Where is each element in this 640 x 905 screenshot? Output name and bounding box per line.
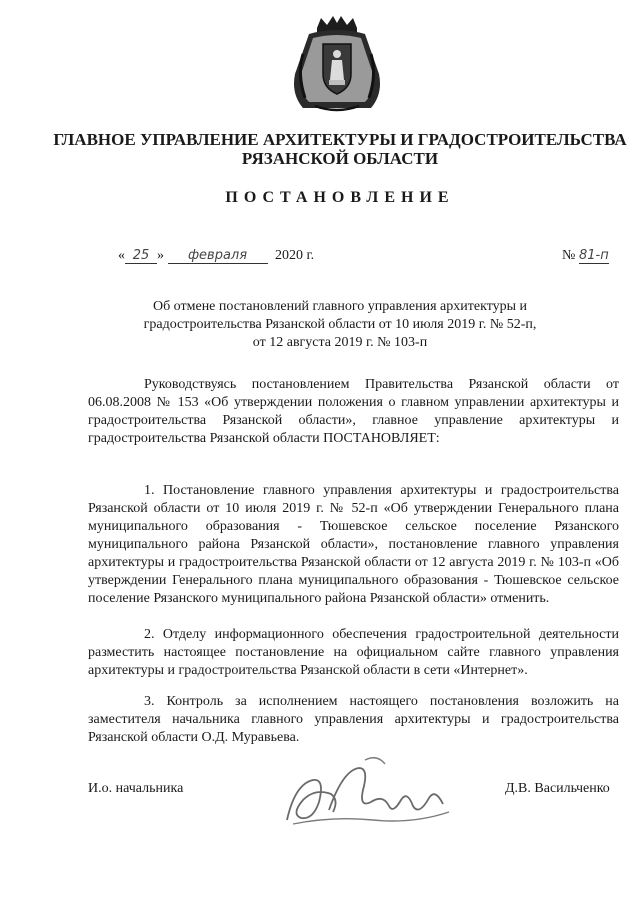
signatory-position: И.о. начальника — [88, 781, 184, 796]
document-subject — [80, 298, 600, 352]
date-day-handwritten: 25 — [125, 248, 157, 264]
clause-1-paragraph: 1. Постановление главного управления архитектуры и градостроительства Рязанской области от 10 июля 2019 г. № 52-п «Об утверждении Генерального плана муниципального образования - Тюшевское сельское поселение Рязанского муниципального района Рязанской области», постановление главного управления архитектуры и градостроительства Рязанской области от 12 августа 2019 г. № 103-п «Об утверждении Генерального плана муниципального образования - Тюшевское сельское поселение Рязанского муниципального района Рязанской области» отменить. — [88, 483, 619, 606]
clause-3-paragraph: 3. Контроль за исполнением настоящего постановления возложить на заместителя начальника главного управления архитектуры и градостроительства Рязанской области О.Д. Муравьева. — [88, 694, 619, 745]
subject-line-1: Об отмене постановлений главного управления архитектуры и — [152, 299, 528, 314]
organization-title-line2: РЯЗАНСКОЙ ОБЛАСТИ — [241, 149, 439, 168]
date-month-handwritten: февраля — [168, 248, 268, 264]
document-number — [562, 248, 609, 264]
preamble-paragraph: Руководствуясь постановлением Правительства Рязанской области от 06.08.2008 № 153 «Об утверждении положения о главном управлении архитектуры и градостроительства Рязанской области», главное управление архитектуры и градостроительства Рязанской области ПОСТАНОВЛЯЕТ: — [88, 377, 619, 446]
date-year: 2020 г. — [275, 248, 315, 263]
number-handwritten: 81-п — [578, 248, 609, 263]
clause-2-paragraph: 2. Отделу информационного обеспечения градостроительной деятельности разместить настоящее постановление на официальном сайте главного управления архитектуры и градостроительства Рязанской области в сети «Интернет». — [88, 627, 619, 678]
coat-of-arms-emblem — [287, 14, 387, 114]
subject-line-3: от 12 августа 2019 г. № 103-п — [252, 335, 428, 350]
document-date: « 25 » февраля 2020 г. — [118, 248, 315, 263]
handwritten-signature — [273, 750, 463, 835]
organization-title-line1: ГЛАВНОЕ УПРАВЛЕНИЕ АРХИТЕКТУРЫ И ГРАДОСТРОИТЕЛЬСТВА — [53, 130, 627, 149]
number-prefix: № — [562, 248, 576, 263]
signatory-name: Д.В. Васильченко — [505, 781, 610, 796]
subject-line-2: градостроительства Рязанской области от 10 июля 2019 г. № 52-п, — [143, 317, 537, 332]
document-type-heading: ПОСТАНОВЛЕНИЕ — [225, 189, 455, 206]
